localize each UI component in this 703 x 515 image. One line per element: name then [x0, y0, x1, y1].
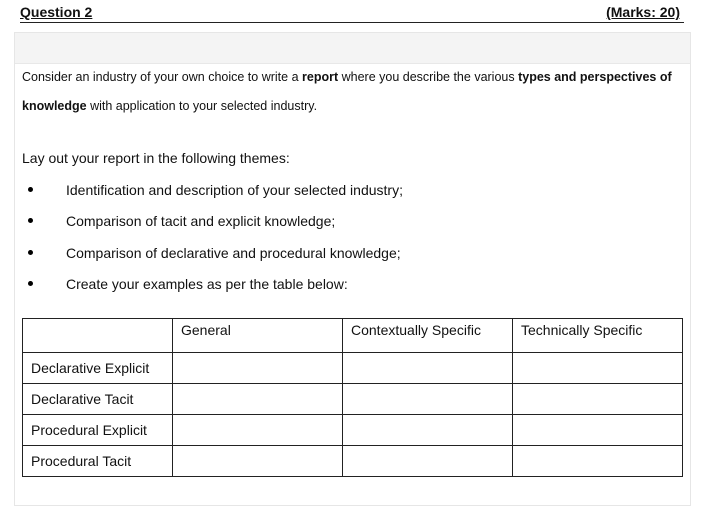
row-label-cell: Declarative Explicit	[23, 353, 173, 384]
themes-list	[22, 179, 682, 304]
knowledge-table	[22, 318, 683, 477]
table-row	[23, 384, 683, 415]
list-item	[22, 242, 682, 273]
question-title: Question 2	[20, 4, 93, 20]
intro-bold-report: report	[302, 70, 339, 84]
shaded-band	[15, 33, 690, 64]
intro-text-2: where you describe the various	[338, 70, 519, 84]
intro-text-3: with application to your selected industry.	[86, 99, 318, 113]
table-cell	[173, 384, 343, 415]
table-cell	[513, 446, 683, 477]
table-row	[23, 415, 683, 446]
table-cell	[173, 415, 343, 446]
bullet-icon	[28, 218, 33, 223]
table-cell	[343, 353, 513, 384]
themes-heading: Lay out your report in the following themes:	[22, 150, 290, 166]
table-row	[23, 446, 683, 477]
table-header-cell: Technically Specific	[513, 319, 683, 353]
list-item	[22, 179, 682, 210]
table-header-cell: General	[173, 319, 343, 353]
table-row	[23, 353, 683, 384]
intro-paragraph	[22, 63, 672, 121]
intro-bold-types: types and perspectives of knowledge	[22, 70, 672, 113]
list-item	[22, 210, 682, 241]
table-cell	[513, 415, 683, 446]
table-cell	[343, 415, 513, 446]
table-cell	[343, 384, 513, 415]
bullet-icon	[28, 281, 33, 286]
list-item-text: Comparison of declarative and procedural knowledge;	[66, 244, 401, 261]
table-header-row	[23, 319, 683, 353]
marks-label: (Marks: 20)	[606, 4, 680, 20]
table-header-cell	[23, 319, 173, 353]
bullet-icon	[28, 187, 33, 192]
row-label-cell: Declarative Tacit	[23, 384, 173, 415]
list-item	[22, 273, 682, 304]
table-cell	[173, 446, 343, 477]
table-cell	[513, 353, 683, 384]
table-cell	[343, 446, 513, 477]
list-item-text: Create your examples as per the table below:	[66, 275, 348, 292]
row-label-cell: Procedural Tacit	[23, 446, 173, 477]
table-header-cell: Contextually Specific	[343, 319, 513, 353]
list-item-text: Comparison of tacit and explicit knowledge;	[66, 213, 336, 230]
table-cell	[513, 384, 683, 415]
row-label-cell: Procedural Explicit	[23, 415, 173, 446]
table-cell	[173, 353, 343, 384]
question-header	[20, 4, 684, 23]
intro-text-1: Consider an industry of your own choice to write a	[22, 70, 302, 84]
bullet-icon	[28, 250, 33, 255]
list-item-text: Identification and description of your selected industry;	[66, 182, 403, 198]
